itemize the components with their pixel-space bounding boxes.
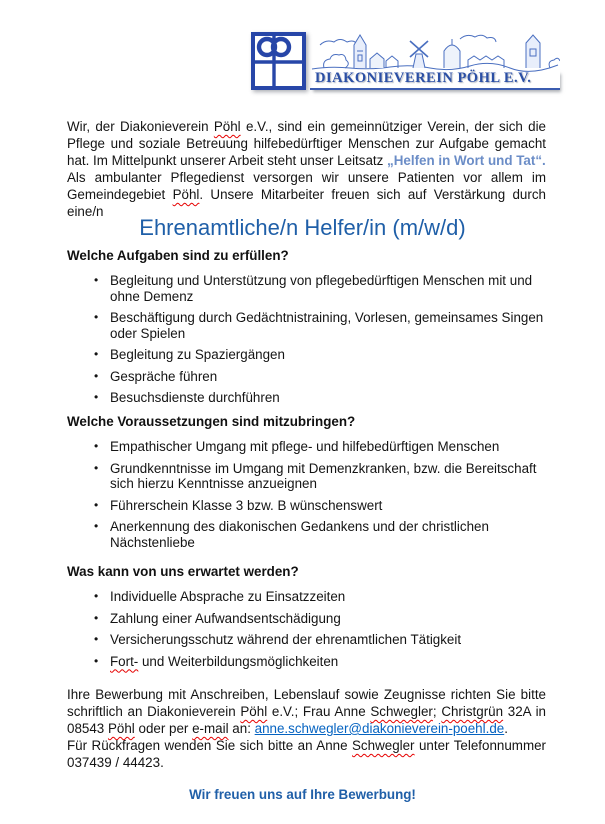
closing-paragraph-1 <box>67 686 546 737</box>
text-run: ; <box>432 704 442 719</box>
section-heading-requirements: Welche Voraussetzungen sind mitzubringen? <box>67 414 356 429</box>
bullet-icon: • <box>94 347 99 361</box>
text-run: Grundkenntnisse im Umgang mit Demenzkranken, bzw. die Bereitschaft sich hierzu Kenntnisse anzueignen <box>110 460 537 491</box>
text-run: Wir, der Diakonieverein <box>67 119 214 134</box>
bullet-icon: • <box>94 439 99 453</box>
bullet-icon: • <box>94 653 99 668</box>
text-run: Versicherungsschutz während der ehrenamtlichen Tätigkeit <box>110 632 462 647</box>
list-item <box>67 390 546 406</box>
text-run: oder per <box>134 721 193 736</box>
bullet-icon: • <box>94 519 99 533</box>
email-link[interactable]: anne.schwegler@diakonieverein-poehl.de <box>254 721 505 736</box>
list-item <box>67 589 546 605</box>
list-item-text <box>110 589 345 604</box>
spellcheck-flagged-word: e-mail <box>192 721 229 736</box>
spellcheck-flagged-word: Schwegler <box>370 704 433 719</box>
bullet-icon: • <box>94 368 99 383</box>
text-run: 32A in 08543 <box>67 704 546 736</box>
list-item <box>67 369 546 385</box>
bullet-icon: • <box>94 610 99 625</box>
task-list <box>67 273 546 406</box>
list-item-text <box>110 369 217 384</box>
text-run: „Helfen in Wort und Tat“. <box>387 153 546 168</box>
text-run: und Weiterbildungsmöglichkeiten <box>138 653 339 669</box>
list-item <box>67 461 546 492</box>
list-item-text <box>110 654 338 669</box>
requirement-list <box>67 439 546 550</box>
list-item-text <box>110 310 543 341</box>
bullet-icon: • <box>94 310 99 324</box>
org-name: DIAKONIEVEREIN PÖHL E.V. <box>310 70 560 90</box>
list-item-text <box>110 498 382 513</box>
text-run: . <box>504 721 508 736</box>
village-skyline-icon <box>310 31 560 73</box>
list-item-text <box>110 273 532 304</box>
list-item-text <box>110 461 536 492</box>
intro-paragraph-1 <box>67 118 546 169</box>
job-title: Ehrenamtliche/n Helfer/in (m/w/d) <box>139 215 466 240</box>
bullet-icon: • <box>94 589 99 603</box>
list-item-text <box>110 519 489 550</box>
text-run: Zahlung einer Aufwandsentschädigung <box>110 610 341 626</box>
text-run: Anerkennung des diakonischen Gedankens und der christlichen Nächstenliebe <box>110 519 489 550</box>
closing-block <box>67 686 546 771</box>
text-run: an: <box>228 721 255 736</box>
list-item-text <box>110 632 461 647</box>
text-run: Besuchsdienste durchführen <box>110 390 280 405</box>
text-run: Als ambulanter Pflegedienst versorgen wir unsere Patienten vor allem im Gemeindegebiet <box>67 170 546 202</box>
spellcheck-flagged-word: Pöhl <box>172 187 200 202</box>
list-item <box>67 632 546 648</box>
list-item-text <box>110 439 499 454</box>
list-item <box>67 439 546 455</box>
section-requirements <box>67 413 546 556</box>
list-item <box>67 654 546 670</box>
bullet-icon: • <box>94 632 99 646</box>
text-run: Individuelle Absprache zu Einsatzzeiten <box>110 589 346 604</box>
list-item <box>67 611 546 627</box>
text-run: Begleitung und Unterstützung von pflegebedürftigen Menschen mit und ohne Demenz <box>110 273 533 304</box>
spellcheck-flagged-word: Fort- <box>110 653 139 669</box>
bullet-icon: • <box>94 273 99 287</box>
spellcheck-flagged-word: Christgrün <box>441 704 504 719</box>
section-tasks <box>67 247 546 412</box>
list-item-text <box>110 611 341 626</box>
section-heading-offers: Was kann von uns erwartet werden? <box>67 564 299 579</box>
offer-list <box>67 589 546 669</box>
list-item-text <box>110 347 285 362</box>
text-run: unter Telefonnummer 037439 / 44423. <box>67 738 547 770</box>
spellcheck-flagged-word: Pöhl <box>240 704 268 719</box>
closing-paragraph-2 <box>67 737 546 771</box>
bullet-icon: • <box>94 390 99 404</box>
text-run: Beschäftigung durch Gedächtnistraining, Vorlesen, gemeinsames Singen oder Spielen <box>110 310 544 341</box>
list-item <box>67 273 546 304</box>
org-logo <box>250 31 560 91</box>
spellcheck-flagged-word: Pöhl <box>213 119 241 134</box>
bullet-icon: • <box>94 497 99 512</box>
text-run: Empathischer Umgang mit pflege- und hilfebedürftigen Menschen <box>110 439 500 454</box>
text-run: Führerschein Klasse 3 bzw. B wünschenswert <box>110 497 383 513</box>
text-run: e.V., sind ein gemeinnütziger Verein, der sich die Pflege und soziale Betreuung hilfebedürftiger Menschen zur Aufgabe gemacht hat. Im Mittelpunkt unserer Arbeit steht unser Leitsatz <box>67 119 546 168</box>
spellcheck-flagged-word: Pöhl <box>107 721 135 736</box>
spellcheck-flagged-word: Schwegler <box>352 738 415 753</box>
diakonie-emblem-icon <box>250 31 307 91</box>
section-offers <box>67 563 546 675</box>
list-item <box>67 498 546 514</box>
text-run: e.V.; Frau Anne <box>267 704 371 719</box>
list-item <box>67 347 546 363</box>
text-run: . Unsere Mitarbeiter freuen sich auf Verstärkung durch eine/n <box>67 187 546 219</box>
text-run: Gespräche führen <box>110 368 218 384</box>
bullet-icon: • <box>94 460 99 475</box>
list-item-text <box>110 390 280 405</box>
intro-block <box>67 118 546 220</box>
section-heading-tasks: Welche Aufgaben sind zu erfüllen? <box>67 248 289 263</box>
text-run: Begleitung zu Spaziergängen <box>110 347 285 362</box>
text-run: Für Rückfragen wenden Sie sich bitte an Anne <box>67 738 352 753</box>
footer-note: Wir freuen uns auf Ihre Bewerbung! <box>189 787 416 802</box>
logo-right-block <box>310 31 560 90</box>
list-item <box>67 310 546 341</box>
text-run: Ihre Bewerbung mit Anschreiben, Lebenslauf sowie Zeugnisse richten Sie bitte schriftlich an Diakonieverein <box>67 687 546 719</box>
list-item <box>67 519 546 550</box>
